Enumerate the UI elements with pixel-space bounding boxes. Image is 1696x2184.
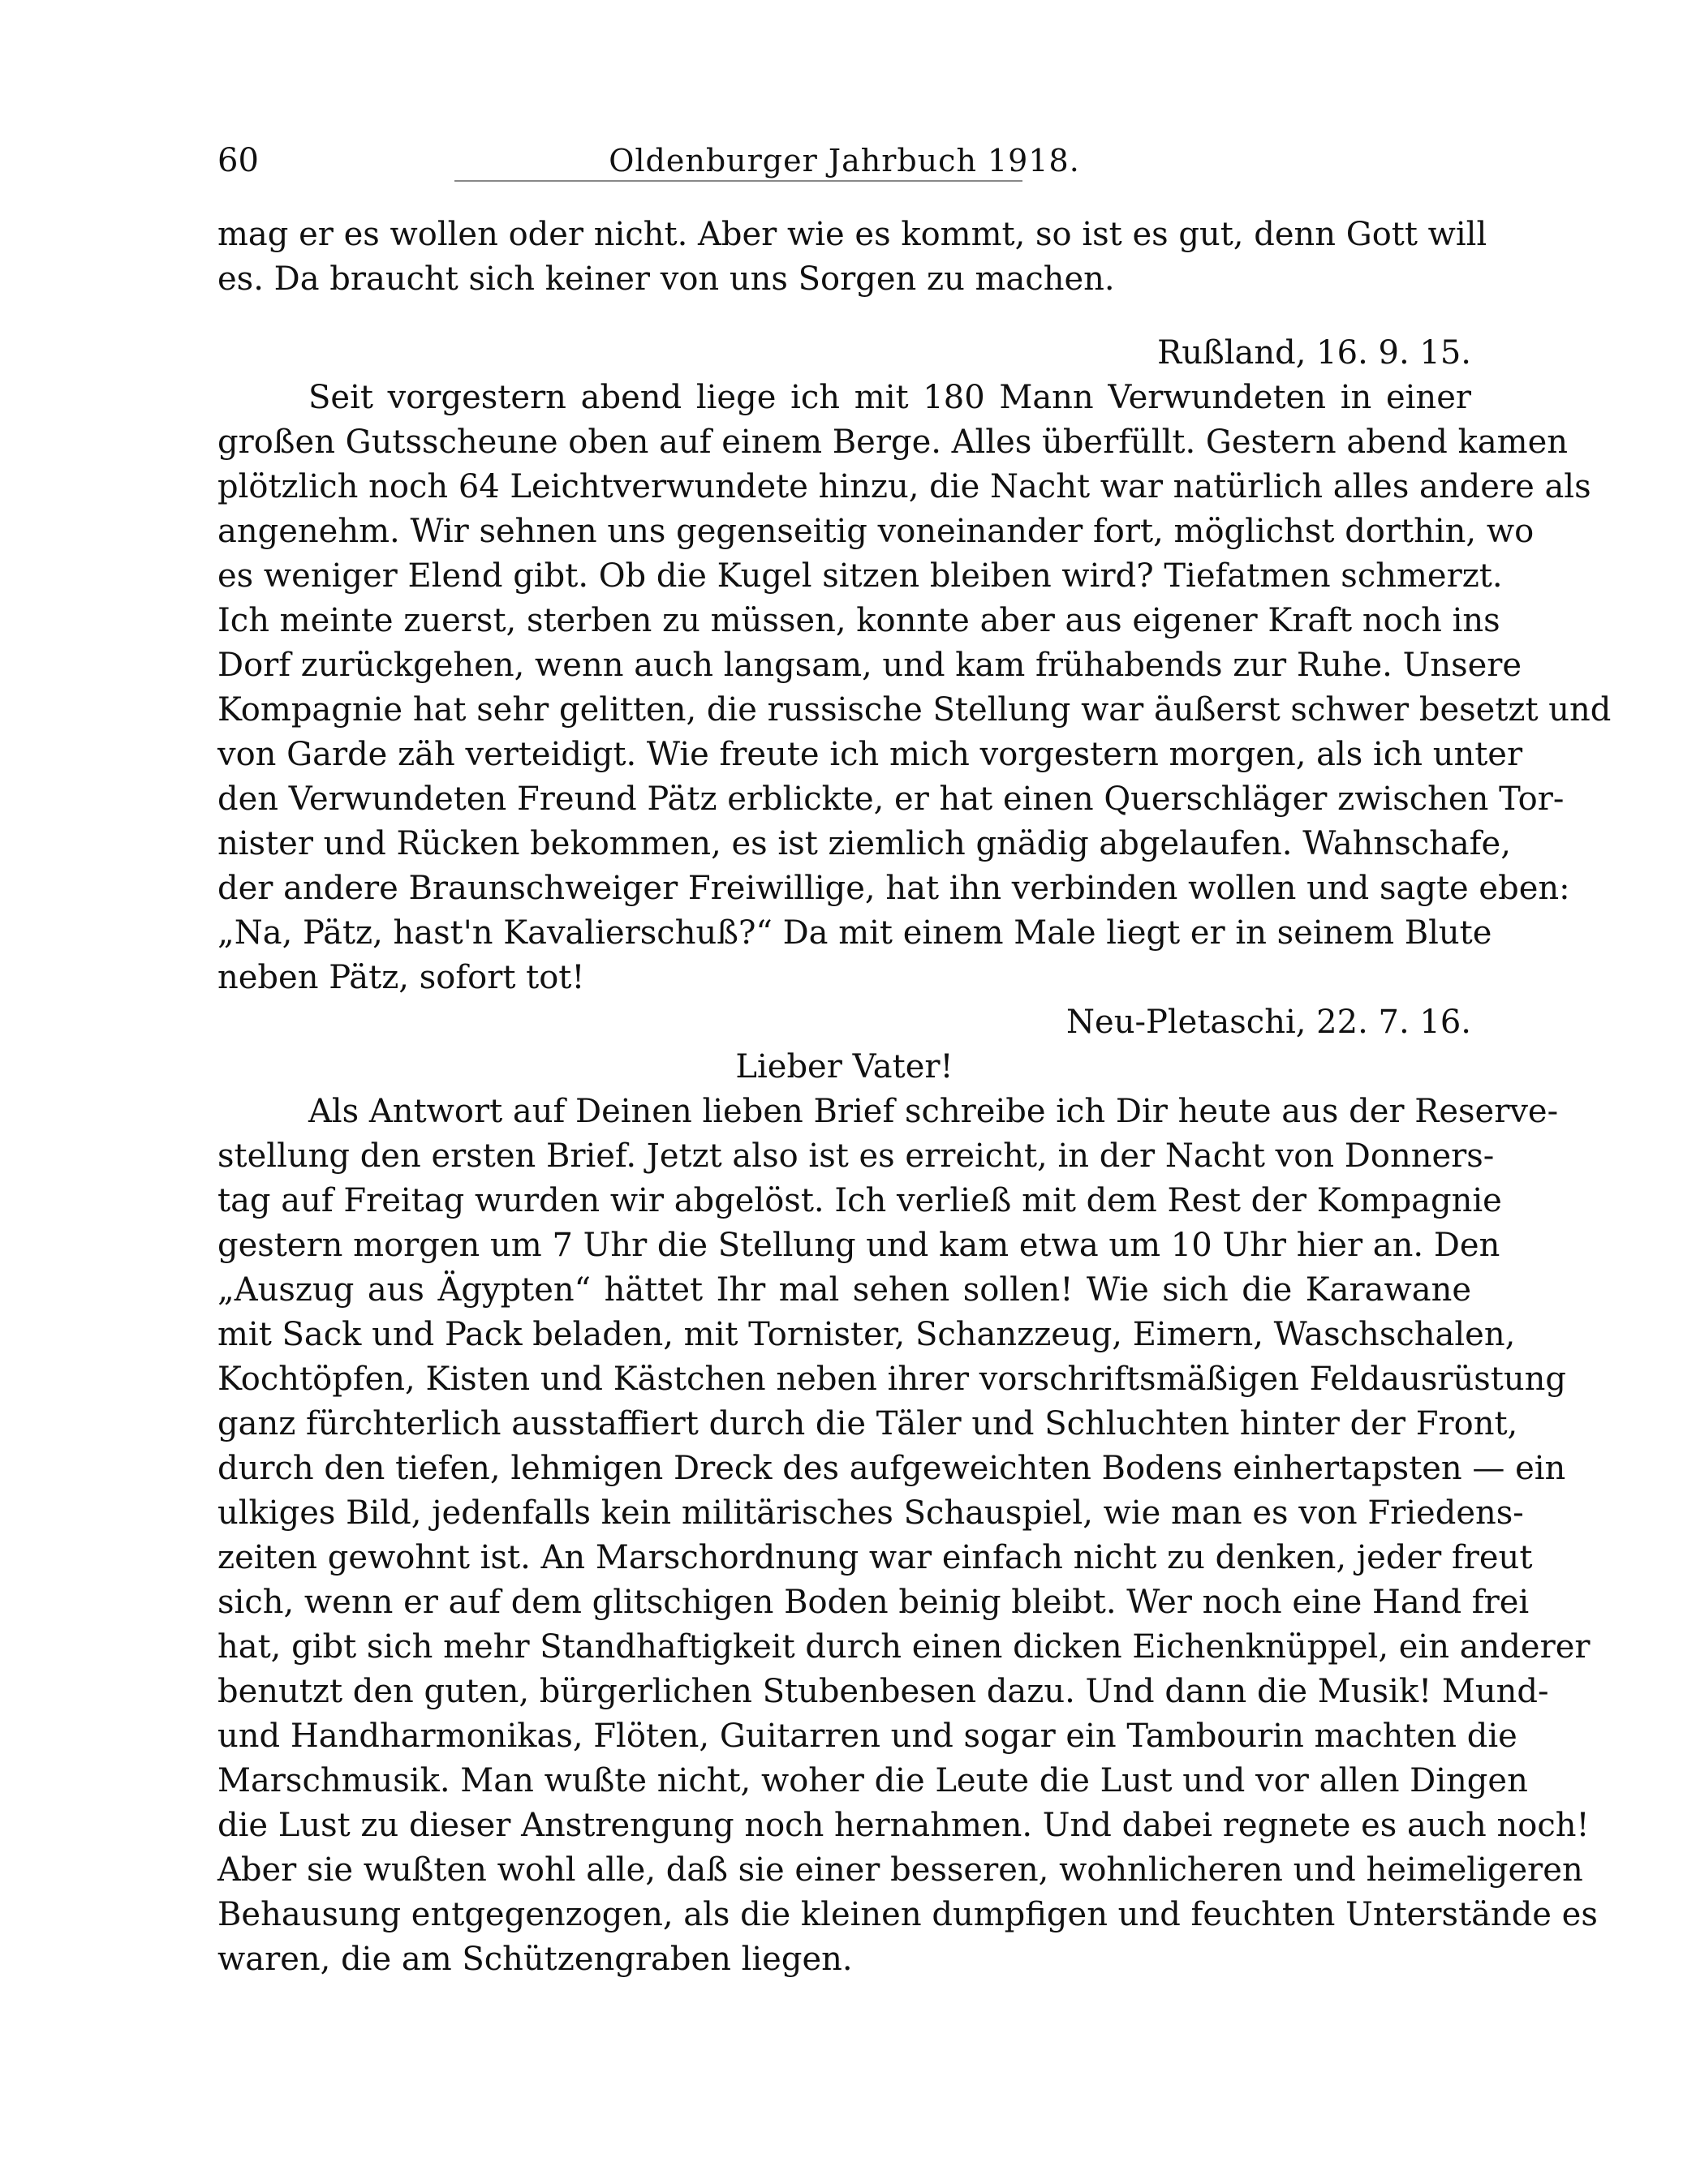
text-line: Aber sie wußten wohl alle, daß sie einer besseren, wohnlicheren und heimeligeren	[217, 1851, 1583, 1889]
text-line: die Lust zu dieser Anstrengung noch hernahmen. Und dabei regnete es auch noch!	[217, 1807, 1590, 1844]
letter-neu-pletaschi	[217, 1000, 1598, 1982]
text-line: und Handharmonikas, Flöten, Guitarren und sogar ein Tambourin machten die	[217, 1718, 1517, 1755]
text-line: Kochtöpfen, Kisten und Kästchen neben ihrer vorschriftsmäßigen Feldausrüstung	[217, 1361, 1567, 1398]
text-line: „Na, Pätz, hast'n Kavalierschuß?“ Da mit einem Male liegt er in seinem Blute	[217, 914, 1492, 952]
header-rule	[454, 180, 1022, 182]
text-line: Dorf zurückgehen, wenn auch langsam, und kam frühabends zur Ruhe. Unsere	[217, 647, 1522, 684]
text-line: mit Sack und Pack beladen, mit Tornister, Schanzzeug, Eimern, Waschschalen,	[217, 1316, 1516, 1353]
section-gap	[217, 302, 1471, 331]
letter-place-date: Rußland, 16. 9. 15.	[1157, 334, 1471, 372]
letter-salutation: Lieber Vater!	[735, 1048, 953, 1086]
letter-place-date: Neu-Pletaschi, 22. 7. 16.	[1066, 1004, 1471, 1041]
opening-paragraph	[217, 213, 1487, 302]
text-line: ulkiges Bild, jedenfalls kein militärisches Schauspiel, wie man es von Friedens-	[217, 1494, 1524, 1532]
text-line: neben Pätz, sofort tot!	[217, 959, 585, 996]
text-line: mag er es wollen oder nicht. Aber wie es kommt, so ist es gut, denn Gott will	[217, 216, 1487, 253]
page-header	[217, 136, 1471, 185]
text-line: ganz fürchterlich ausstaffiert durch die Täler und Schluchten hinter der Front,	[217, 1405, 1518, 1442]
text-line: der andere Braunschweiger Freiwillige, hat ihn verbinden wollen und sagte eben:	[217, 870, 1570, 907]
text-line: Seit vorgestern abend liege ich mit 180 Mann Verwundeten in einer	[308, 379, 1471, 416]
letter-russland	[217, 331, 1612, 1000]
text-line: es weniger Elend gibt. Ob die Kugel sitzen bleiben wird? Tiefatmen schmerzt.	[217, 557, 1503, 595]
text-line: es. Da braucht sich keiner von uns Sorgen zu machen.	[217, 260, 1115, 298]
text-line: den Verwundeten Freund Pätz erblickte, er hat einen Querschläger zwischen Tor-	[217, 780, 1565, 818]
text-line: gestern morgen um 7 Uhr die Stellung und kam etwa um 10 Uhr hier an. Den	[217, 1227, 1500, 1264]
text-line: Kompagnie hat sehr gelitten, die russische Stellung war äußerst schwer besetzt und	[217, 691, 1612, 729]
text-line: großen Gutsscheune oben auf einem Berge. Alles überfüllt. Gestern abend kamen	[217, 423, 1569, 461]
body-text	[217, 213, 1612, 1982]
text-line: sich, wenn er auf dem glitschigen Boden beinig bleibt. Wer noch eine Hand frei	[217, 1584, 1530, 1621]
text-line: hat, gibt sich mehr Standhaftigkeit durch einen dicken Eichenknüppel, ein anderer	[217, 1628, 1591, 1666]
text-line: plötzlich noch 64 Leichtverwundete hinzu, die Nacht war natürlich alles andere als	[217, 468, 1591, 505]
text-line: Marschmusik. Man wußte nicht, woher die Leute die Lust und vor allen Dingen	[217, 1762, 1528, 1799]
text-line: angenehm. Wir sehnen uns gegenseitig voneinander fort, möglichst dorthin, wo	[217, 513, 1535, 550]
text-line: durch den tiefen, lehmigen Dreck des aufgeweichten Bodens einhertapsten — ein	[217, 1450, 1566, 1487]
text-line: zeiten gewohnt ist. An Marschordnung war einfach nicht zu denken, jeder freut	[217, 1539, 1533, 1576]
text-line: „Auszug aus Ägypten“ hättet Ihr mal sehen sollen! Wie sich die Karawane	[217, 1271, 1471, 1309]
text-line: benutzt den guten, bürgerlichen Stubenbesen dazu. Und dann die Musik! Mund-	[217, 1673, 1549, 1710]
running-title: Oldenburger Jahrbuch 1918.	[609, 143, 1080, 178]
text-line: Ich meinte zuerst, sterben zu müssen, konnte aber aus eigener Kraft noch ins	[217, 602, 1500, 639]
text-line: Behausung entgegenzogen, als die kleinen dumpfigen und feuchten Unterstände es	[217, 1896, 1598, 1933]
text-line: von Garde zäh verteidigt. Wie freute ich mich vorgestern morgen, als ich unter	[217, 736, 1523, 773]
text-line: stellung den ersten Brief. Jetzt also ist es erreicht, in der Nacht von Donners-	[217, 1137, 1495, 1175]
text-line: nister und Rücken bekommen, es ist ziemlich gnädig abgelaufen. Wahnschafe,	[217, 825, 1511, 862]
text-line: waren, die am Schützengraben liegen.	[217, 1941, 853, 1978]
page-number: 60	[217, 142, 259, 179]
text-line: tag auf Freitag wurden wir abgelöst. Ich verließ mit dem Rest der Kompagnie	[217, 1182, 1502, 1219]
text-line: Als Antwort auf Deinen lieben Brief schreibe ich Dir heute aus der Reserve-	[308, 1093, 1559, 1130]
